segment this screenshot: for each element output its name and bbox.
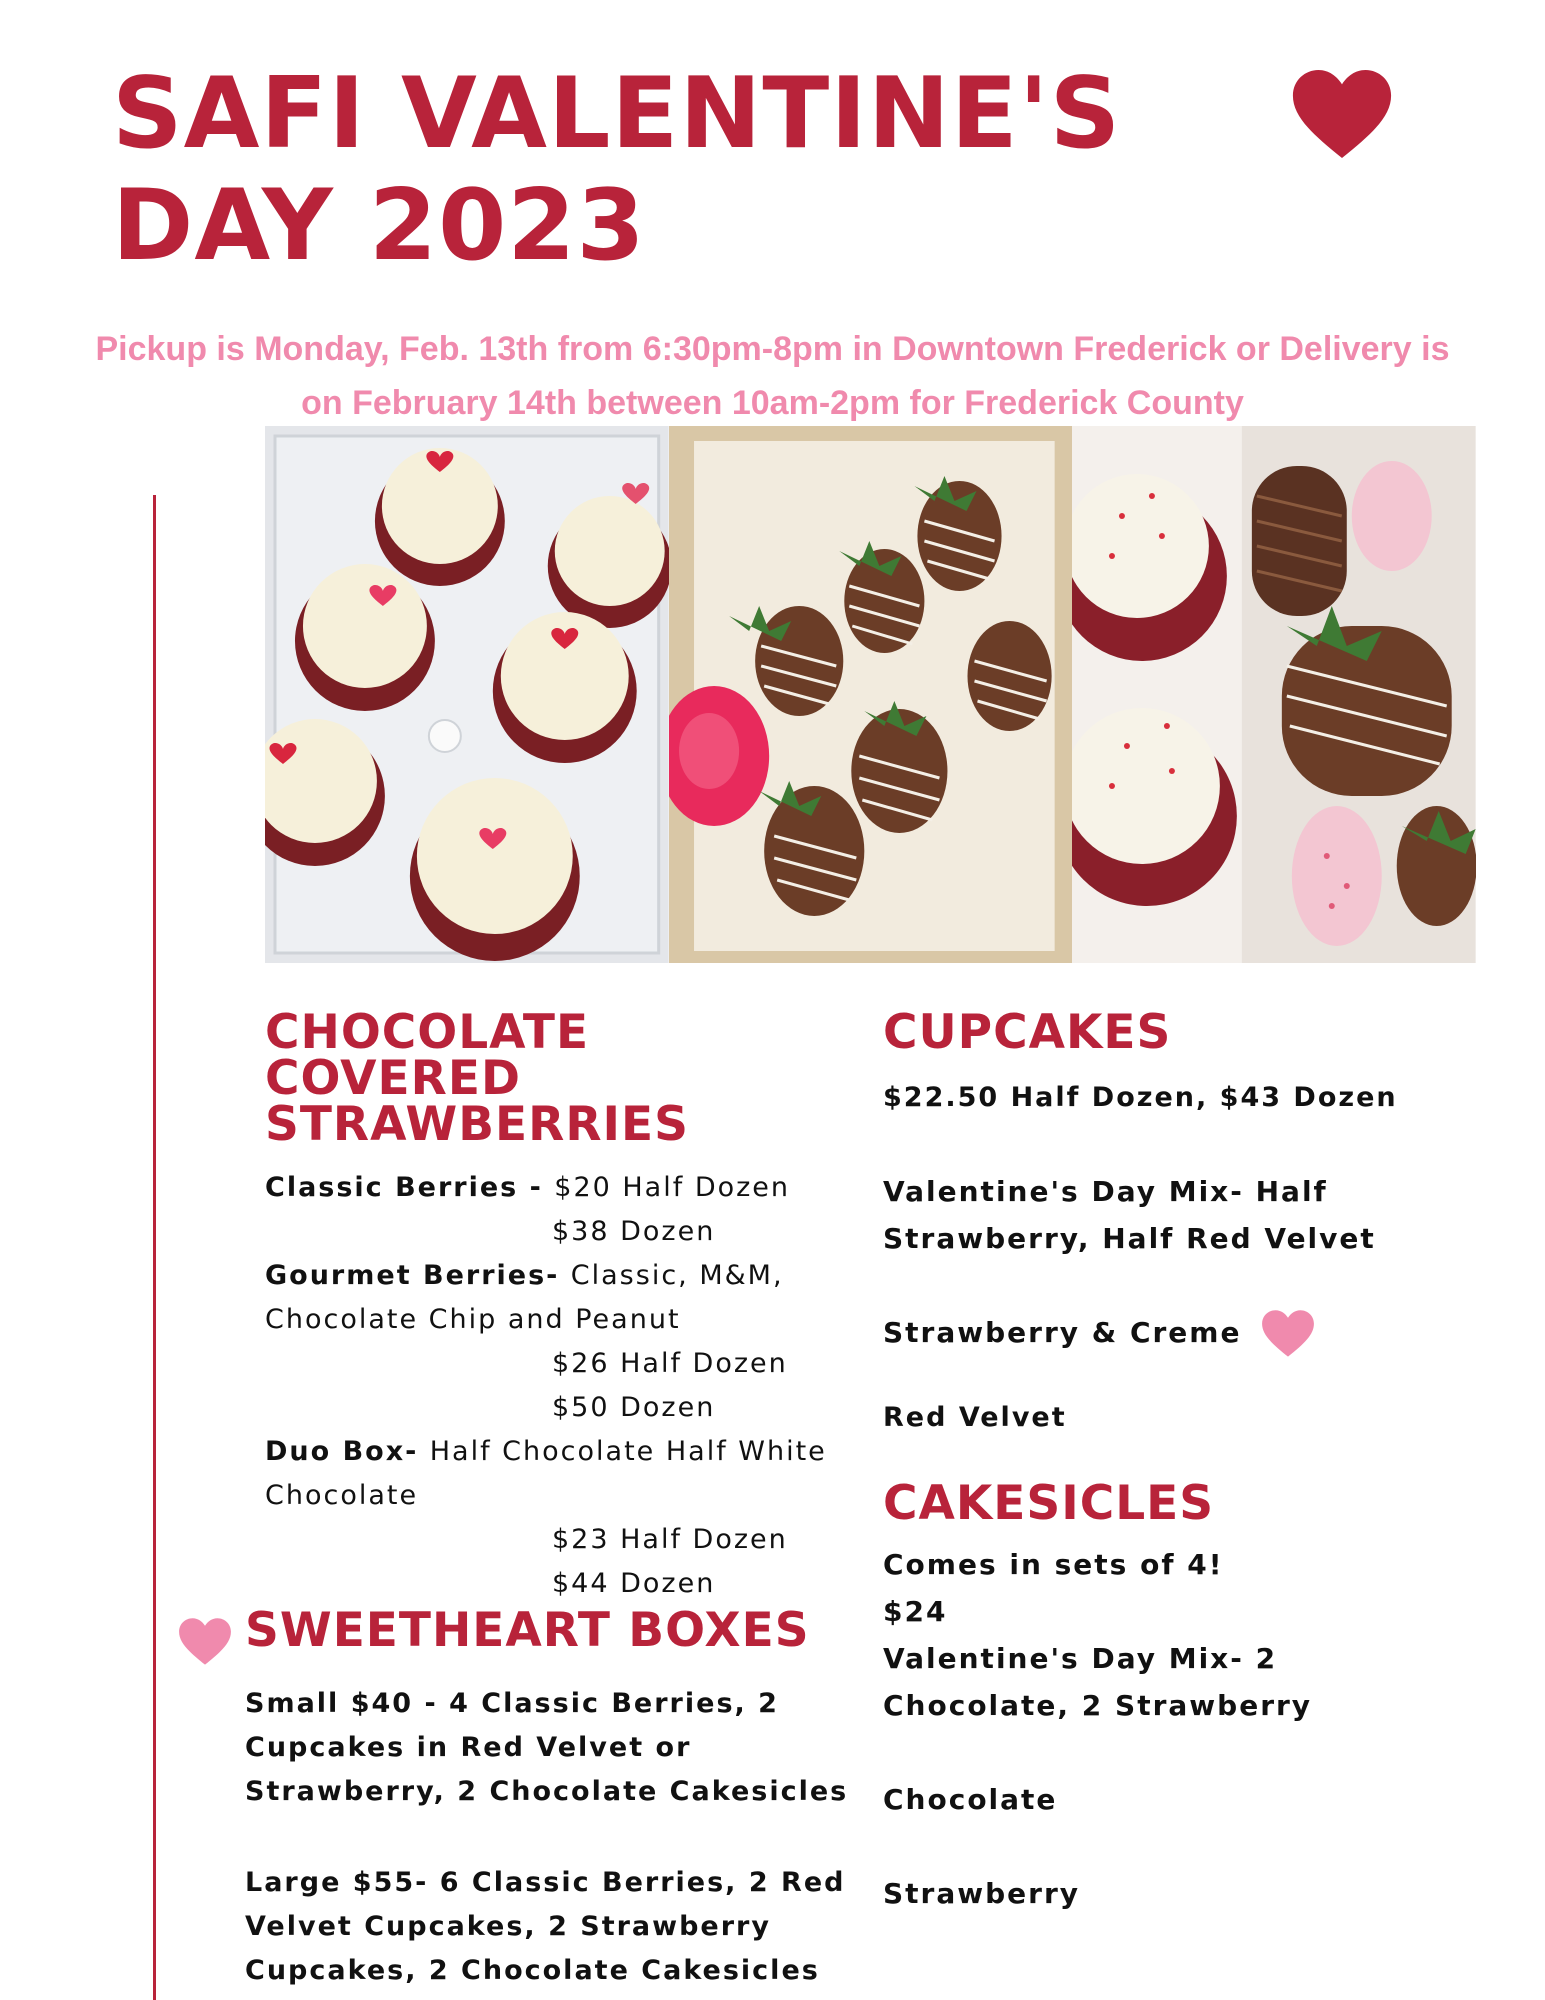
- duo-half-price: $23 Half Dozen: [552, 1524, 788, 1555]
- cakesicles-mix-line-2: Chocolate, 2 Strawberry: [883, 1689, 1313, 1722]
- cakesicles-photo: [1072, 426, 1476, 963]
- cupcakes-photo: [265, 426, 669, 963]
- heart-icon: [178, 1618, 232, 1666]
- cakesicles-price: $24: [883, 1595, 948, 1628]
- classic-dozen-price: $38 Dozen: [552, 1216, 716, 1247]
- large-box-line-3: Cupcakes, 2 Chocolate Cakesicles: [245, 1955, 820, 1986]
- gourmet-half-price: $26 Half Dozen: [552, 1348, 788, 1379]
- cakesicles-mix-line-1: Valentine's Day Mix- 2: [883, 1642, 1278, 1675]
- title-line-1: SAFI VALENTINE'S: [112, 57, 1122, 171]
- strawberries-photo: [669, 426, 1073, 963]
- title-line-2: DAY 2023: [112, 169, 646, 283]
- classic-berries-label: Classic Berries -: [265, 1172, 555, 1203]
- red-velvet-label: Red Velvet: [883, 1402, 1067, 1433]
- heart-icon: [1261, 1310, 1315, 1358]
- gourmet-berries-row: [265, 1254, 845, 1298]
- classic-half-price: $20 Half Dozen: [554, 1172, 791, 1203]
- cupcakes-mix-line-2: Strawberry, Half Red Velvet: [883, 1222, 1376, 1255]
- large-box-line-2: Velvet Cupcakes, 2 Strawberry: [245, 1911, 771, 1942]
- duo-box-row: [265, 1430, 845, 1474]
- small-box-line-1: Small $40 - 4 Classic Berries, 2: [245, 1688, 779, 1719]
- strawberry-creme-label: Strawberry & Creme: [883, 1316, 1242, 1349]
- cupcakes-section: [883, 1005, 1483, 1917]
- strawberries-heading-line-1: CHOCOLATE: [265, 1005, 590, 1060]
- gourmet-berries-label: Gourmet Berries-: [265, 1260, 571, 1291]
- strawberries-heading-line-3: STRAWBERRIES: [265, 1097, 689, 1152]
- cakesicles-heading: CAKESICLES: [883, 1476, 1215, 1531]
- duo-box-label: Duo Box-: [265, 1436, 430, 1467]
- cakesicles-strawberry: Strawberry: [883, 1877, 1081, 1910]
- cakesicles-chocolate: Chocolate: [883, 1783, 1058, 1816]
- photo-strip: [265, 426, 1476, 963]
- sweetheart-section: [245, 1682, 885, 1993]
- page-title: [112, 58, 1121, 282]
- strawberry-creme-row: [883, 1309, 1483, 1358]
- heart-icon: [1290, 70, 1394, 160]
- pickup-delivery-info: [0, 322, 1545, 430]
- subtitle-line-2: on February 14th between 10am-2pm for Frederick County: [301, 384, 1244, 422]
- classic-berries-row: [265, 1166, 845, 1210]
- vertical-divider: [153, 495, 156, 2000]
- gourmet-desc-2: Chocolate Chip and Peanut: [265, 1304, 681, 1335]
- gourmet-dozen-price: $50 Dozen: [552, 1392, 716, 1423]
- cupcakes-mix-line-1: Valentine's Day Mix- Half: [883, 1175, 1328, 1208]
- duo-desc-2: Chocolate: [265, 1480, 419, 1511]
- subtitle-line-1: Pickup is Monday, Feb. 13th from 6:30pm-8pm in Downtown Frederick or Delivery is: [95, 330, 1450, 368]
- cupcakes-heading: CUPCAKES: [883, 1005, 1172, 1060]
- small-box-line-3: Strawberry, 2 Chocolate Cakesicles: [245, 1776, 849, 1807]
- sweetheart-heading: SWEETHEART BOXES: [245, 1603, 810, 1658]
- duo-dozen-price: $44 Dozen: [552, 1568, 716, 1599]
- strawberries-heading: [265, 1005, 845, 1152]
- small-box-line-2: Cupcakes in Red Velvet or: [245, 1732, 692, 1763]
- gourmet-desc-1: Classic, M&M,: [570, 1260, 784, 1291]
- cakesicles-sets: Comes in sets of 4!: [883, 1548, 1224, 1581]
- strawberries-section: [265, 1005, 845, 1606]
- strawberries-heading-line-2: COVERED: [265, 1051, 521, 1106]
- large-box-line-1: Large $55- 6 Classic Berries, 2 Red: [245, 1867, 846, 1898]
- cupcakes-price: $22.50 Half Dozen, $43 Dozen: [883, 1082, 1398, 1113]
- duo-desc-1: Half Chocolate Half White: [429, 1436, 827, 1467]
